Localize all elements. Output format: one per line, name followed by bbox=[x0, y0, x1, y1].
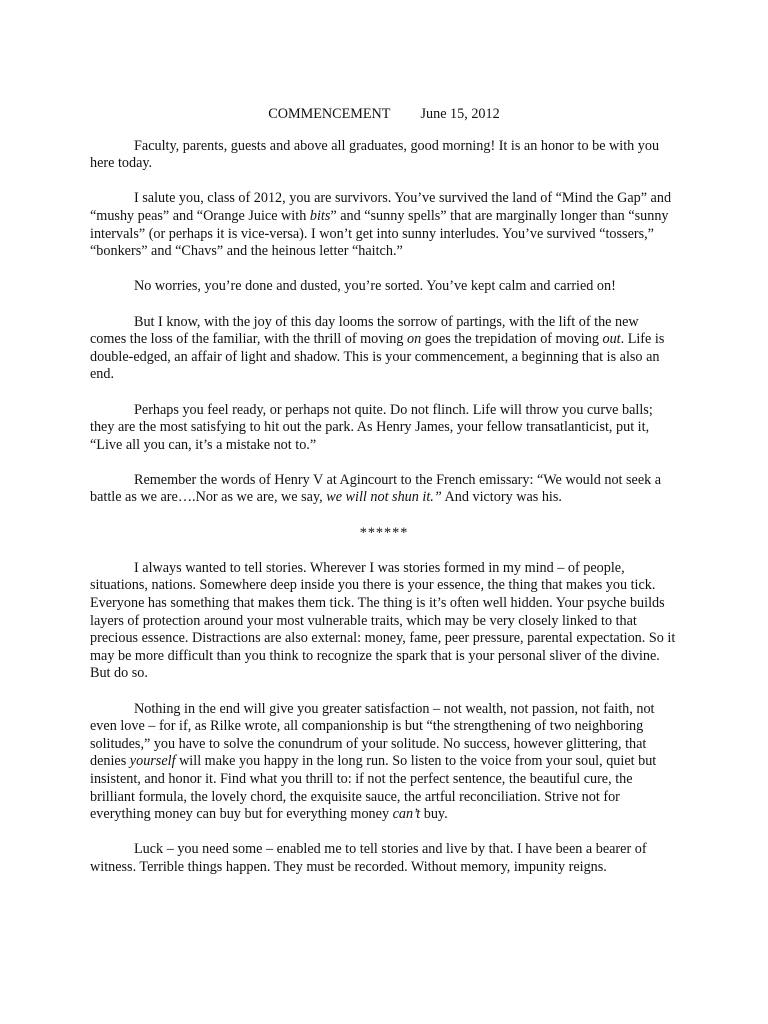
paragraph: Perhaps you feel ready, or perhaps not quite. Do not flinch. Life will throw you curve balls; they are the most satisfying to hit out the park. As Henry James, your fellow transatlanticist, put it, “Live all you can, it’s a mistake not to.” bbox=[90, 401, 653, 453]
paragraph: Remember the words of Henry V at Agincourt to the French emissary: “We would not seek a battle as we are….Nor as we are, we say, we will not shun it.” And victory was his. bbox=[90, 471, 662, 506]
paragraph: Nothing in the end will give you greater satisfaction – not wealth, not passion, not faith, not even love – for if, as Rilke wrote, all companionship is but “the strengthening of two neighboring solitudes,” you have to solve the conundrum of your solitude. No success, however glittering, that denies yourself will make you happy in the long run. So listen to the voice from your soul, quiet but insistent, and honor it. Find what you thrill to: if not the perfect sentence, the beautiful cure, the brilliant formula, the lovely chord, the exquisite sauce, the artful reconciliation. Strive not for everything money can buy but for everything money can’t buy. bbox=[90, 700, 657, 823]
document-page bbox=[90, 106, 678, 894]
paragraph: I always wanted to tell stories. Wherever I was stories formed in my mind – of people, situations, nations. Somewhere deep inside you there is your essence, the thing that makes you tick. Everyone has something that makes them tick. The thing is it’s often well hidden. Your psyche builds layers of protection around your most vulnerable traits, which may be very closely linked to that precious essence. Distractions are also external: money, fame, peer pressure, parental expectation. So it may be more difficult than you think to recognize the spark that is your personal sliver of the divine. But do so. bbox=[90, 559, 676, 682]
paragraph: Faculty, parents, guests and above all graduates, good morning! It is an honor to be with you here today. bbox=[90, 137, 660, 172]
heading-title: COMMENCEMENT bbox=[268, 106, 391, 122]
italic-text: yourself bbox=[129, 753, 176, 770]
paragraph-group-after bbox=[90, 560, 678, 877]
section-separator: ****** bbox=[359, 524, 409, 541]
italic-text: can’t bbox=[392, 806, 421, 823]
italic-text: bits bbox=[309, 207, 331, 224]
paragraph: I salute you, class of 2012, you are survivors. You’ve survived the land of “Mind the Gap” and “mushy peas” and “Orange Juice with bits” and “sunny spells” that are marginally longer than “sunny intervals” (or perhaps it is vice-versa). I won’t get into sunny interludes. You’ve survived “tossers,” “bonkers” and “Chavs” and the heinous letter “haitch.” bbox=[90, 190, 672, 260]
document-heading bbox=[90, 106, 678, 124]
italic-text: out bbox=[602, 331, 621, 348]
heading-date: June 15, 2012 bbox=[420, 106, 500, 122]
paragraph: But I know, with the joy of this day looms the sorrow of partings, with the lift of the new comes the loss of the familiar, with the thrill of moving on goes the trepidation of moving out. Life is double-edged, an affair of light and shadow. This is your commencement, a beginning that is also an end. bbox=[90, 313, 665, 383]
italic-text: we will not shun it.” bbox=[326, 489, 442, 506]
paragraph: No worries, you’re done and dusted, you’re sorted. You’ve kept calm and carried on! bbox=[134, 278, 616, 295]
paragraph: Luck – you need some – enabled me to tell stories and live by that. I have been a bearer of witness. Terrible things happen. They must be recorded. Without memory, impunity reigns. bbox=[90, 841, 647, 875]
italic-text: on bbox=[407, 331, 422, 348]
paragraph-group-before bbox=[90, 138, 678, 507]
